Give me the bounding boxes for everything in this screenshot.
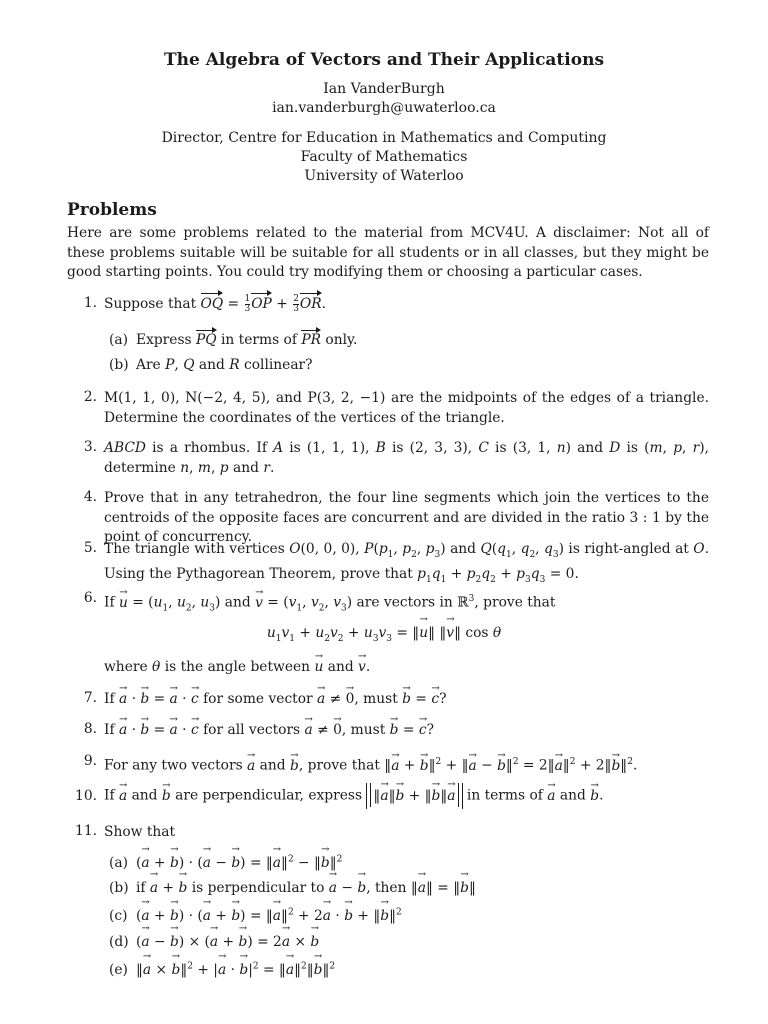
problem-5-text: The triangle with vertices O(0, 0, 0), $P(p_1$, $p_2$, $p_3$) and $Q(q_1$, $q_2$, $q_3$) is right-angled at O. Using the Pythagorean Theorem, prove that $p_1q_1 + p_2q_2 + p_3q_3 = 0$. (104, 541, 709, 585)
document-page: The Algebra of Vectors and Their Applications Ian VanderBurgh ian.vanderburgh@uwaterloo.ca Director, Centre for Education in Mathematics and Computing Faculty of Mathematics University of Waterloo Problems Here are some problems related to the material from MCV4U. A disclaimer: Not all of these problems suitable will be suitable for all students or in all classes, but they might be good starting points. You could try modifying them or choosing a particular cases. 1. Suppose that OQ = $\frac{1}{3}$ OP + $\frac{2}{3}$ OR. (a) Express PQ in terms of PR only. (b) Are P, Q and R collinear? 2. M(1, 1, 0), N(−2, 4, 5), and P(3, 2, −1) are the midpoints of the edges of a triangle. Determine the coordinates of the vertices of the triangle. 3. ABCD is a rhombus. If A is (1, 1, 1), B is (2, 3, 3), C is (3, 1, n) and D is (m, p, r), determine n, m, p and r. 4. Prove that in any tetrahedron, the four line segments which join the vertices to the centroids of the opposite faces are concurrent and are divided in the ratio 3 : 1 by the point of concurrency. 5. The triangle with vertices O(0, 0, 0), $P(p_1$, $p_2$, $p_3$) and $Q(q_1$, $q_2$, $q_3$) is right-angled at O. Using the Pythagorean Theorem, prove that $p_1q_1 + p_2q_2 + p_3q_3 = 0$. 6. $If \to u = (u_1$, $u_2$, $u_3$) and → $v = (v_1$, $v_2$, $v_3$) are vectors in ℝ$^3$, prove that $u_1v_1 + u_2v_2 + u_3v_3$ = ‖→ u‖ ‖→ v‖ cos θ where θ is the angle between → u and → v. 7. If → a · → b = → a · → c for some vector → a ≠ → 0, must → b = → c? 8. If → a · → b = → a · → c for all vectors → a ≠ → 0, must → b = → c? 9. For any two vectors → a and → b, prove that ‖→ a + → b‖$^2$ + ‖→ a − → b‖$^2$ = 2‖→ a‖$^2$ + 2‖→ b‖$^2$. 10. If → a and → b are perpendicular, express ‖→ a‖→ b + ‖→ b‖→ a in terms of → a and → b. 11. Show that (a) (→ a + → b) · (→ a − → b) = ‖→ a‖$^2$ − ‖→ b‖$^2$ (b) if → a + → b is perpendicular to → a − → b, then ‖→ a‖ = ‖→ b‖ (c) (→ a + → b) · (→ a + → b) = ‖→ a‖$^2$ + 2→ a · → b + ‖→ b‖$^2$ (d) (→ a − → b) × (→ a + → b) = 2→ a × → b (e) ‖→ a × → b‖$^2$ + |→ a · → $b|^2$ = ‖→ a‖$^2$‖→ b‖$^2$ (0, 0, 768, 1024)
problem-number: 3. (83, 439, 97, 455)
problem-11a: (a) (→ a + → b) · (→ a − → b) = ‖→ a‖$^2$ − ‖→ b‖$^2$ (109, 854, 709, 871)
problem-number: 4. (83, 489, 97, 505)
document-title: The Algebra of Vectors and Their Applications (163, 50, 605, 70)
problem-number: 9. (83, 753, 97, 769)
problem-number: 7. (83, 690, 97, 706)
problem-1a-text: Express PQ in terms of PR only. (136, 332, 358, 348)
problem-1a (109, 332, 709, 348)
problem-1b-text: Are P, Q and R collinear? (136, 357, 313, 373)
problem-number: 11. (75, 823, 97, 839)
author-name: Ian VanderBurgh (323, 81, 445, 97)
problem-number: 5. (83, 540, 97, 556)
part-label: (c) (109, 907, 128, 924)
affiliation-line-2: Faculty of Mathematics (300, 149, 468, 165)
problem-number: 6. (83, 590, 97, 606)
part-label: (b) (109, 357, 129, 373)
problem-11-text: Show that (104, 824, 176, 840)
section-intro: Here are some problems related to the material from MCV4U. A disclaimer: Not all of these problems suitable will be suitable for all students or in all classes, but they might be good starting points. You could try modifying them or choosing a particular cases. (67, 225, 709, 280)
problem-3-text: ABCD is a rhombus. If A is (1, 1, 1), B is (2, 3, 3), C is (3, 1, n) and D is (m, p, r), determine n, m, p and r. (104, 440, 709, 476)
problem-2-text: M(1, 1, 0), N(−2, 4, 5), and P(3, 2, −1) are the midpoints of the edges of a triangle. Determine the coordinates of the vertices of the triangle. (104, 390, 709, 426)
affiliation-line-3: University of Waterloo (304, 168, 464, 184)
problem-11e: (e) ‖→ a × → b‖$^2$ + |→ a · → $b|^2$ = ‖→ a‖$^2$‖→ b‖$^2$ (109, 961, 709, 978)
part-label: (a) (109, 332, 128, 348)
problem-8-text: If → a · → b = → a · → c for all vectors → a ≠ → 0, must → b = → c? (104, 721, 709, 741)
problem-number: 10. (75, 788, 97, 804)
problem-number: 8. (83, 721, 97, 737)
section-heading: Problems (67, 200, 157, 220)
problem-9-text: For any two vectors → a and → b, prove that ‖→ a + → b‖$^2$ + ‖→ a − → b‖$^2$ = 2‖→ a‖$^2$ + 2‖→ b‖$^2$. (104, 753, 709, 776)
part-label: (a) (109, 854, 128, 871)
problem-number: 2. (83, 389, 97, 405)
author-email[interactable]: ian.vanderburgh@uwaterloo.ca (272, 100, 496, 116)
problem-6-text: $If \to u = (u_1$, $u_2$, $u_3$) and → $v = (v_1$, $v_2$, $v_3$) are vectors in ℝ$^3$, prove that (104, 590, 709, 619)
problem-number: 1. (83, 295, 97, 311)
problem-11b: (b) if → a + → b is perpendicular to → a − → b, then ‖→ a‖ = ‖→ b‖ (109, 880, 709, 896)
problem-10-text: If → a and → b are perpendicular, express ‖→ a‖→ b + ‖→ b‖→ a in terms of → a and → b. (104, 783, 709, 809)
part-label: (e) (109, 961, 128, 978)
problem-11c: (c) (→ a + → b) · (→ a + → b) = ‖→ a‖$^2$ + 2→ a · → b + ‖→ b‖$^2$ (109, 907, 709, 924)
problem-4-text: Prove that in any tetrahedron, the four line segments which join the vertices to the centroids of the opposite faces are concurrent and are divided in the ratio 3 : 1 by the point of concurrency. (104, 490, 709, 545)
problem-1-text: Suppose that OQ = $\frac{1}{3}$ OP + $\frac{2}{3}$ OR. (104, 294, 327, 314)
problem-6-equation: $u_1v_1 + u_2v_2 + u_3v_3$ = ‖→ u‖ ‖→ v‖ cos θ (0, 625, 768, 644)
problem-11d: (d) (→ a − → b) × (→ a + → b) = 2→ a × → b (109, 934, 709, 950)
affiliation-line-1: Director, Centre for Education in Mathematics and Computing (161, 130, 607, 146)
problem-1b (109, 357, 709, 373)
problem-7-text: If → a · → b = → a · → c for some vector → a ≠ → 0, must → b = → c? (104, 690, 709, 710)
part-label: (b) (109, 880, 129, 896)
part-label: (d) (109, 934, 129, 950)
